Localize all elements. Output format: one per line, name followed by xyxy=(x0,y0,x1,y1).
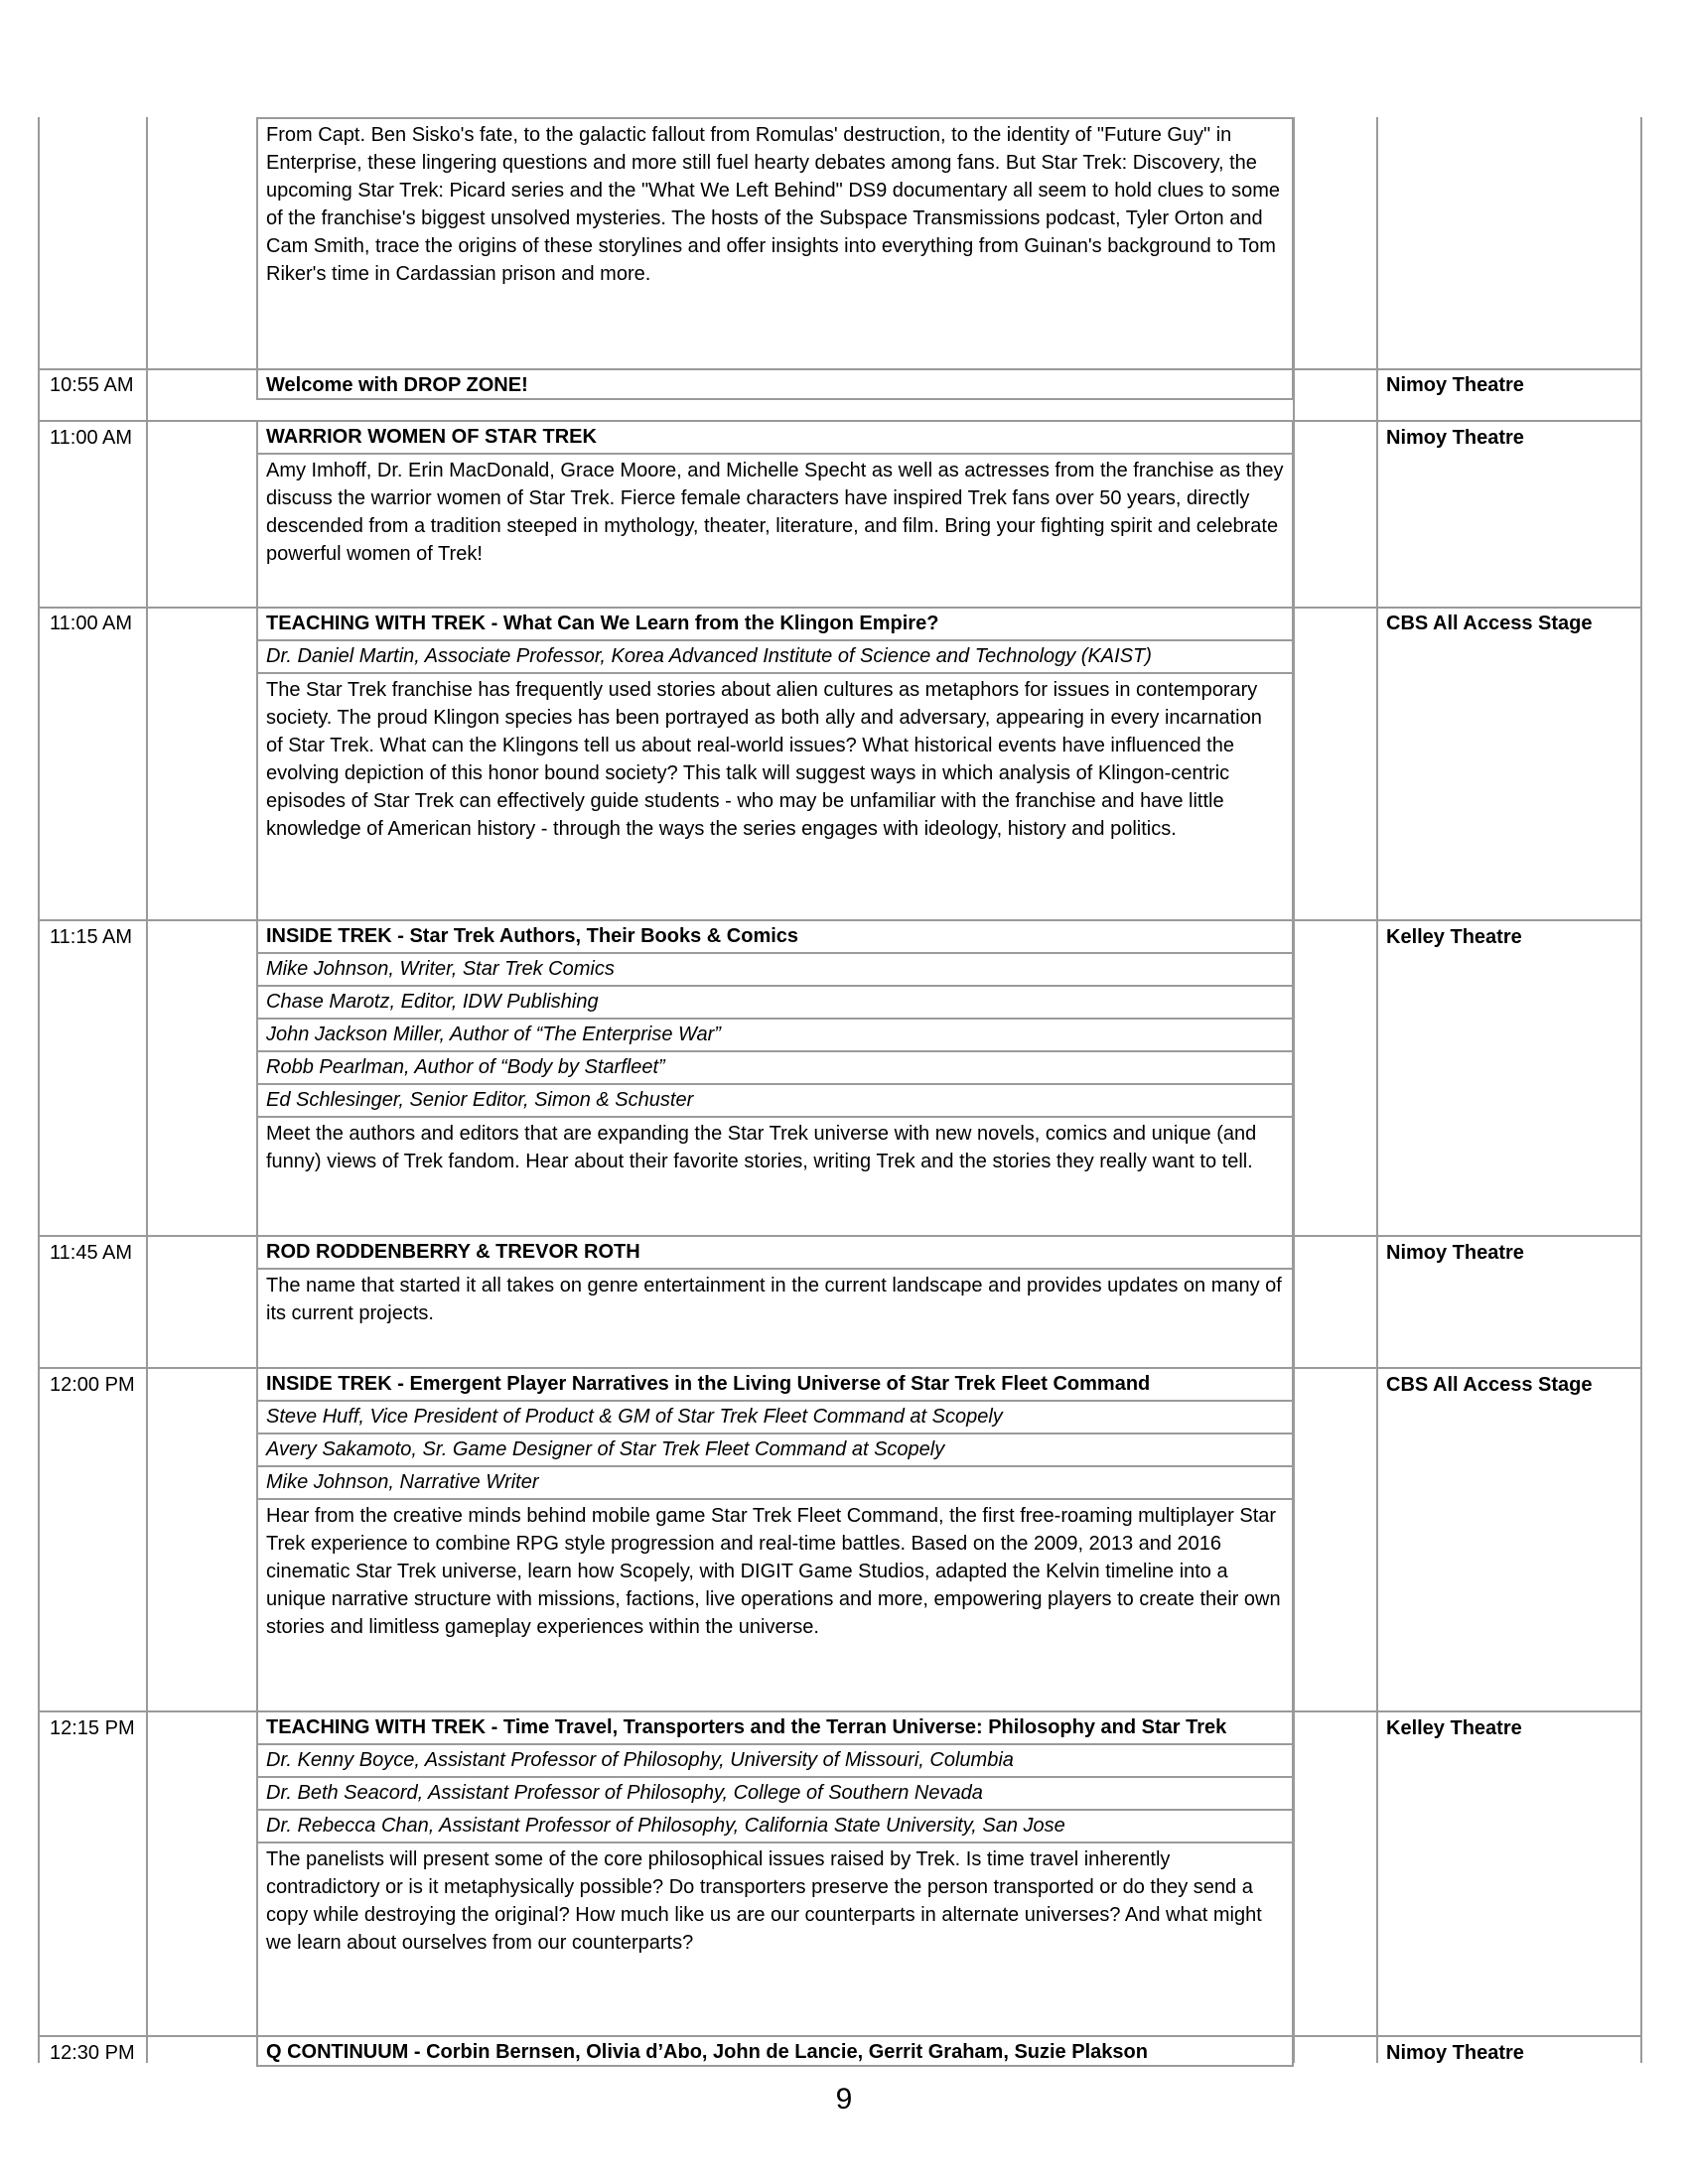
session-title: INSIDE TREK - Star Trek Authors, Their Books & Comics xyxy=(258,921,1292,954)
session-speaker: Mike Johnson, Writer, Star Trek Comics xyxy=(258,954,1292,987)
session-speaker: Ed Schlesinger, Senior Editor, Simon & Schuster xyxy=(258,1085,1292,1118)
session-title: TEACHING WITH TREK - What Can We Learn from the Klingon Empire? xyxy=(258,609,1292,641)
session-title: Welcome with DROP ZONE! xyxy=(266,374,528,396)
session-title: WARRIOR WOMEN OF STAR TREK xyxy=(258,422,1292,455)
session-title: ROD RODDENBERRY & TREVOR ROTH xyxy=(258,1237,1292,1270)
session-title: INSIDE TREK - Emergent Player Narratives in the Living Universe of Star Trek Fleet Command xyxy=(258,1369,1292,1402)
session-speaker: Robb Pearlman, Author of “Body by Starfleet” xyxy=(258,1052,1292,1085)
session-description: Meet the authors and editors that are expanding the Star Trek universe with new novels, comics and unique (and funny) views of Trek fandom. Hear about their favorite stories, writing Trek and the stories they really want to tell. xyxy=(266,1123,1257,1172)
session-speaker: John Jackson Miller, Author of “The Enterprise War” xyxy=(258,1020,1292,1052)
session-description: Hear from the creative minds behind mobile game Star Trek Fleet Command, the first free-roaming multiplayer Star Trek experience to combine RPG style progression and real-time battles. Based on the 2009, 2013 and 2016 cinematic Star Trek universe, learn how Scopely, with DIGIT Game Studios, adapted the Kelvin timeline into a unique narrative structure with missions, factions, live operations and more, empowering players to create their own stories and limitless gameplay experiences within the universe. xyxy=(266,1505,1281,1638)
session-speaker: Avery Sakamoto, Sr. Game Designer of Star Trek Fleet Command at Scopely xyxy=(258,1434,1292,1467)
session-time: 11:45 AM xyxy=(50,1242,133,1264)
column-rule xyxy=(1640,117,1642,2063)
column-rule xyxy=(146,117,148,2063)
session-block xyxy=(256,2035,1294,2067)
session-time: 10:55 AM xyxy=(50,374,134,396)
session-description: The Star Trek franchise has frequently used stories about alien cultures as metaphors for issues in contemporary society. The proud Klingon species has been portrayed as both ally and adversary, appearing in every incarnation of Star Trek. What can the Klingons tell us about real-world issues? What historical events have influenced the evolving depiction of this honor bound society? This talk will suggest ways in which analysis of Klingon-centric episodes of Star Trek can effectively guide students - who may be unfamiliar with the franchise and have little knowledge of American history - through the ways the series engages with ideology, history and politics. xyxy=(266,679,1262,840)
session-speaker: Dr. Kenny Boyce, Assistant Professor of Philosophy, University of Missouri, Columbia xyxy=(258,1745,1292,1778)
session-room: Nimoy Theatre xyxy=(1386,2042,1524,2064)
column-rule xyxy=(1376,117,1378,2063)
session-room: Nimoy Theatre xyxy=(1386,1242,1524,1264)
session-room: Kelley Theatre xyxy=(1386,1717,1522,1739)
session-time: 12:00 PM xyxy=(50,1374,135,1396)
session-room: Nimoy Theatre xyxy=(1386,374,1524,396)
session-room: Nimoy Theatre xyxy=(1386,427,1524,449)
session-block xyxy=(256,607,1294,921)
session-block xyxy=(256,1235,1294,1369)
session-speaker: Steve Huff, Vice President of Product & GM of Star Trek Fleet Command at Scopely xyxy=(258,1402,1292,1434)
session-room: Kelley Theatre xyxy=(1386,926,1522,948)
session-room: CBS All Access Stage xyxy=(1386,1374,1593,1396)
session-speaker: Chase Marotz, Editor, IDW Publishing xyxy=(258,987,1292,1020)
session-speaker: Dr. Rebecca Chan, Assistant Professor of Philosophy, California State University, San Jose xyxy=(258,1811,1292,1843)
session-description: From Capt. Ben Sisko's fate, to the galactic fallout from Romulas' destruction, to the identity of "Future Guy" in Enterprise, these lingering questions and more still fuel hearty debates among fans. But Star Trek: Discovery, the upcoming Star Trek: Picard series and the "What We Left Behind" DS9 documentary all seem to hold clues to some of the franchise's biggest unsolved mysteries. The hosts of the Subspace Transmissions podcast, Tyler Orton and Cam Smith, trace the origins of these storylines and offer insights into everything from Guinan's background to Tom Riker's time in Cardassian prison and more. xyxy=(266,124,1280,285)
session-time: 11:00 AM xyxy=(50,613,133,634)
session-time: 11:00 AM xyxy=(50,427,133,449)
session-block xyxy=(256,1710,1294,2037)
session-block xyxy=(256,368,1294,400)
session-time: 11:15 AM xyxy=(50,926,133,948)
session-title: TEACHING WITH TREK - Time Travel, Transporters and the Terran Universe: Philosophy and Star Trek xyxy=(258,1712,1292,1745)
session-description: Amy Imhoff, Dr. Erin MacDonald, Grace Moore, and Michelle Specht as well as actresses from the franchise as they discuss the warrior women of Star Trek. Fierce female characters have inspired Trek fans over 50 years, directly descended from a tradition steeped in mythology, theater, literature, and film. Bring your fighting spirit and celebrate powerful women of Trek! xyxy=(266,460,1284,565)
column-rule xyxy=(38,117,40,2063)
session-speaker: Dr. Daniel Martin, Associate Professor, Korea Advanced Institute of Science and Technology (KAIST) xyxy=(258,641,1292,674)
session-block xyxy=(256,1367,1294,1712)
session-title: Q CONTINUUM - Corbin Bernsen, Olivia d’Abo, John de Lancie, Gerrit Graham, Suzie Plakson xyxy=(266,2041,1148,2063)
session-speaker: Mike Johnson, Narrative Writer xyxy=(258,1467,1292,1500)
session-description: The panelists will present some of the core philosophical issues raised by Trek. Is time travel inherently contradictory or is it metaphysically possible? Do transporters preserve the person transported or do they send a copy while destroying the original? How much like us are our counterparts in alternate universes? And what might we learn about ourselves from our counterparts? xyxy=(266,1848,1262,1954)
session-block-continued xyxy=(256,117,1294,370)
session-time: 12:15 PM xyxy=(50,1717,135,1739)
session-description: The name that started it all takes on genre entertainment in the current landscape and provides updates on many of its current projects. xyxy=(266,1275,1282,1324)
session-time: 12:30 PM xyxy=(50,2042,135,2064)
page-number: 9 xyxy=(835,2083,853,2116)
session-speaker: Dr. Beth Seacord, Assistant Professor of Philosophy, College of Southern Nevada xyxy=(258,1778,1292,1811)
session-block xyxy=(256,919,1294,1237)
session-block xyxy=(256,420,1294,609)
session-room: CBS All Access Stage xyxy=(1386,613,1593,634)
